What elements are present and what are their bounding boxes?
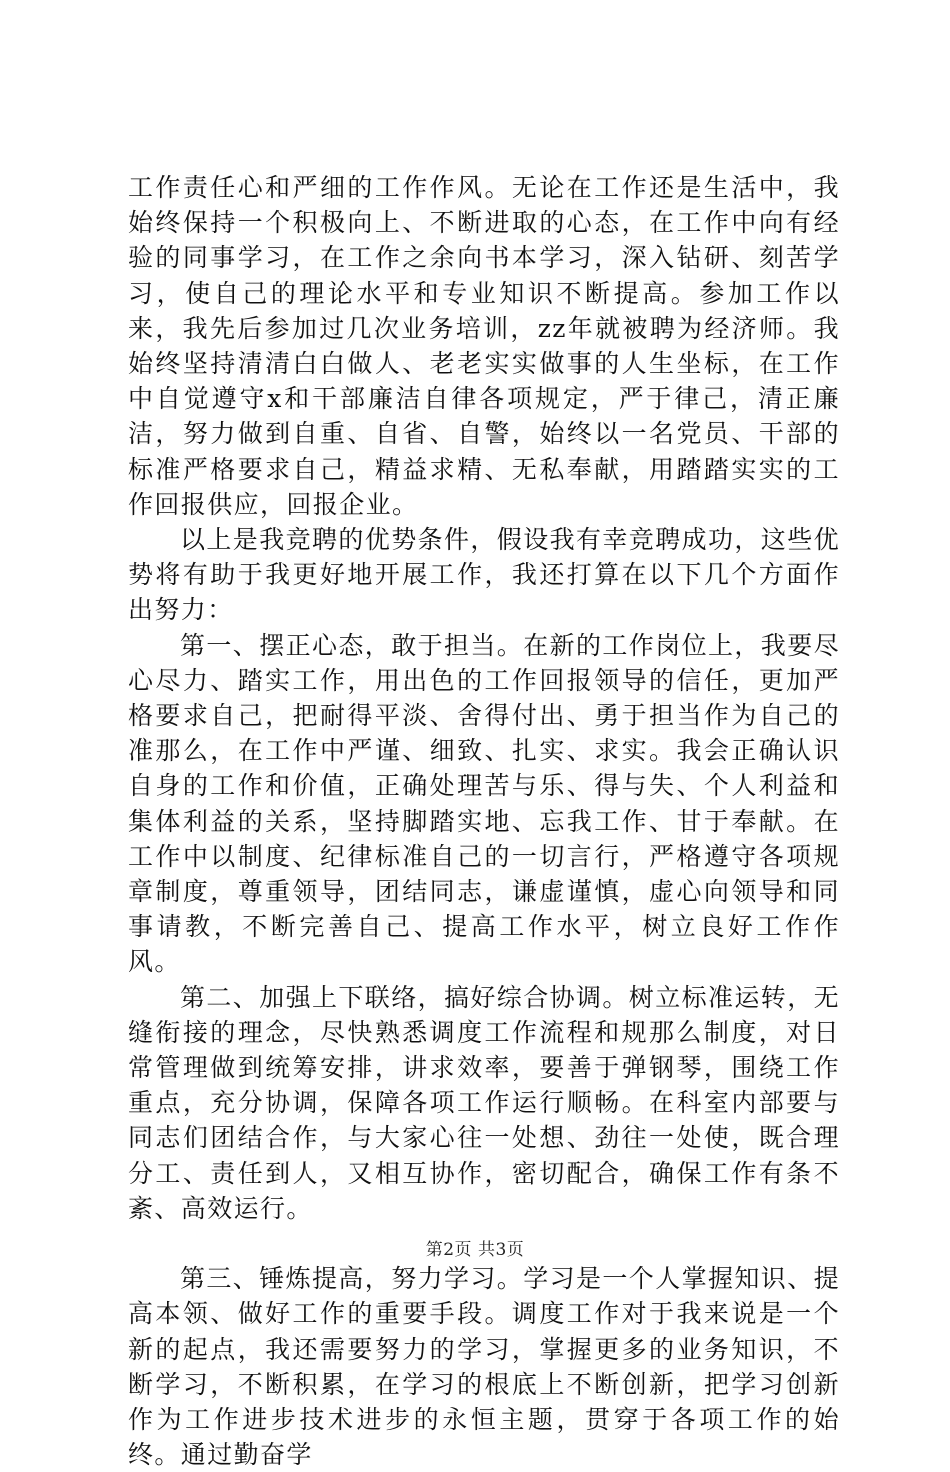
paragraph-continued: 工作责任心和严细的工作作风。无论在工作还是生活中，我始终保持一个积极向上、不断进取的心态，在工作中向有经验的同事学习，在工作之余向书本学习，深入钻研、刻苦学习，使自己的理论水平和专业知识不断提高。参加工作以来，我先后参加过几次业务培训，zz年就被聘为经济师。我始终坚持清清白白做人、老老实实做事的人生坐标，在工作中自觉遵守x和干部廉洁自律各项规定，严于律己，清正廉洁，努力做到自重、自省、自警，始终以一名党员、干部的标准严格要求自己，精益求精、无私奉献，用踏踏实实的工作回报供应，回报企业。: [128, 173, 840, 519]
paragraph-point-three: 第三、锤炼提高，努力学习。学习是一个人掌握知识、提高本领、做好工作的重要手段。调度工作对于我来说是一个新的起点，我还需要努力的学习，掌握更多的业务知识，不断学习，不断积累，在学习的根底上不断创新，把学习创新作为工作进步技术进步的永恒主题，贯穿于各项工作的始终。通过勤奋学: [128, 1264, 841, 1470]
paragraph-advantages-summary: 以上是我竞聘的优势条件，假设我有幸竞聘成功，这些优势将有助于我更好地开展工作，我还打算在以下几个方面作出努力：: [128, 525, 841, 625]
paragraph-point-one: 第一、摆正心态，敢于担当。在新的工作岗位上，我要尽心尽力、踏实工作，用出色的工作回报领导的信任，更加严格要求自己，把耐得平淡、舍得付出、勇于担当作为自己的准那么，在工作中严谨、细致、扎实、求实。我会正确认识自身的工作和价值，正确处理苦与乐、得与失、个人利益和集体利益的关系，坚持脚踏实地、忘我工作、甘于奉献。在工作中以制度、纪律标准自己的一切言行，严格遵守各项规章制度，尊重领导，团结同志，谦虚谨慎，虚心向领导和同事请教，不断完善自己、提高工作水平，树立良好工作作风。: [128, 630, 841, 977]
page-number-footer: 第2页 共3页: [425, 1240, 525, 1260]
paragraph-point-two: 第二、加强上下联络，搞好综合协调。树立标准运转，无缝衔接的理念，尽快熟悉调度工作流程和规那么制度，对日常管理做到统筹安排，讲求效率，要善于弹钢琴，围绕工作重点，充分协调，保障各项工作运行顺畅。在科室内部要与同志们团结合作，与大家心往一处想、劲往一处使，既合理分工、责任到人，又相互协作，密切配合，确保工作有条不紊、高效运行。: [128, 982, 841, 1223]
document-body: [128, 170, 840, 1472]
